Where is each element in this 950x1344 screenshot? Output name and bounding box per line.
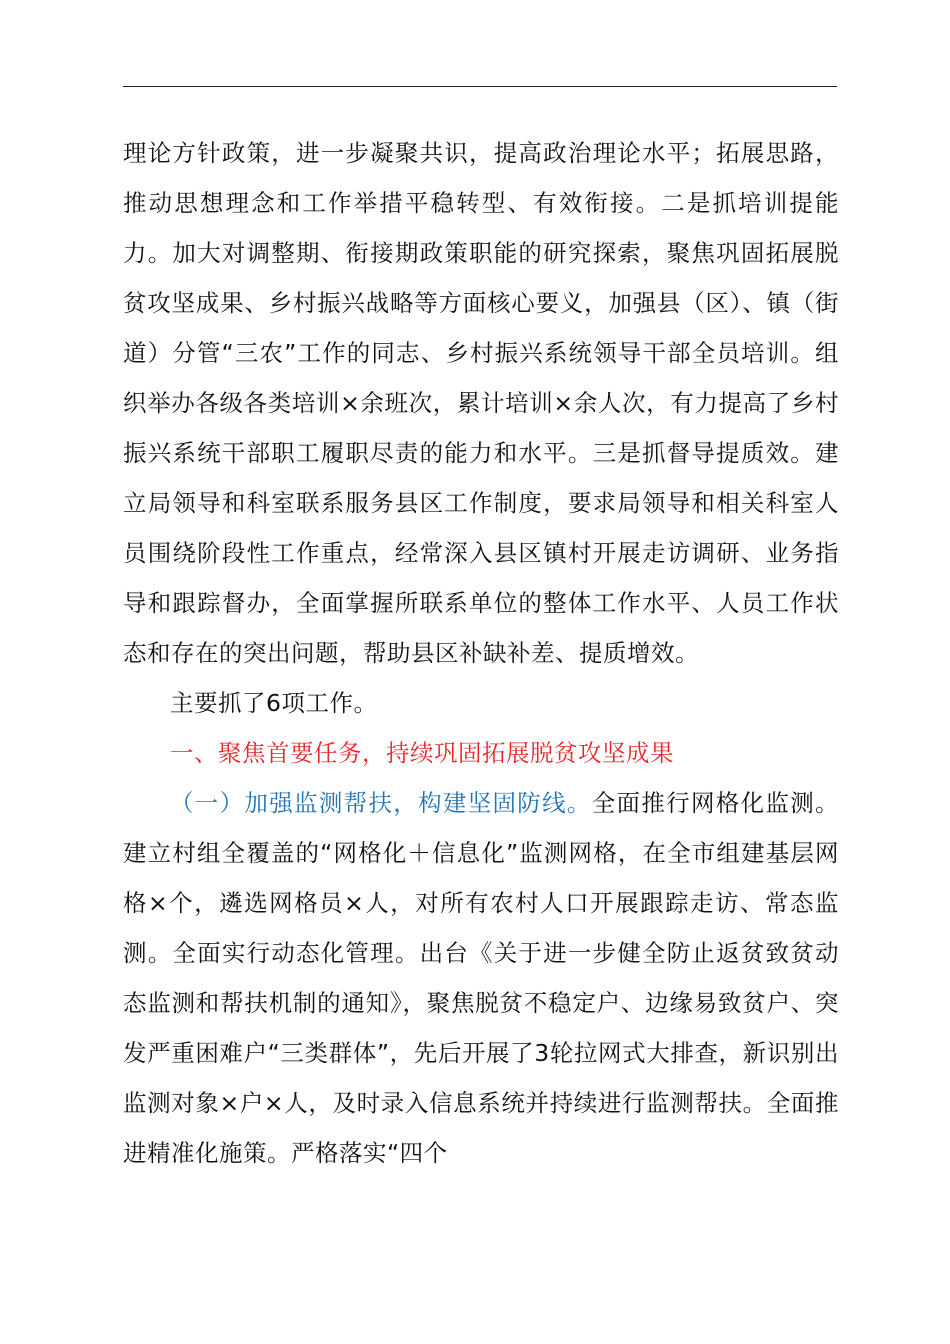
body-paragraph: 主要抓了6项工作。	[170, 689, 378, 717]
subsection-heading: （一）加强监测帮扶，构建坚固防线。	[170, 789, 592, 817]
body-paragraph: 理论方针政策，进一步凝聚共识，提高政治理论水平；拓展思路，推动思想理念和工作举措平稳转型、有效衔接。二是抓培训提能力。加大对调整期、衔接期政策职能的研究探索，聚焦巩固拓展脱贫攻坚成果、乡村振兴战略等方面核心要义，加强县（区）、镇（街道）分管“三农”工作的同志、乡村振兴系统领导干部全员培训。组织举办各级各类培训×余班次，累计培训×余人次，有力提高了乡村振兴系统干部职工履职尽责的能力和水平。三是抓督导提质效。建立局领导和科室联系服务县区工作制度，要求局领导和相关科室人员围绕阶段性工作重点，经常深入县区镇村开展走访调研、业务指导和跟踪督办，全面掌握所联系单位的整体工作水平、人员工作状态和存在的突出问题，帮助县区补缺补差、提质增效。	[123, 139, 839, 667]
section-heading: 一、聚焦首要任务，持续巩固拓展脱贫攻坚成果	[170, 739, 674, 767]
subsection-text: 全面推行网格化监测。建立村组全覆盖的“网格化＋信息化”监测网格，在全市组建基层网格×个，遴选网格员×人，对所有农村人口开展跟踪走访、常态监测。全面实行动态化管理。出台《关于进一步健全防止返贫致贫动态监测和帮扶机制的通知》，聚焦脱贫不稳定户、边缘易致贫户、突发严重困难户“三类群体”，先后开展了3轮拉网式大排查，新识别出监测对象×户×人，及时录入信息系统并持续进行监测帮扶。全面推进精准化施策。严格落实“四个	[123, 789, 840, 1167]
document-body	[123, 128, 839, 1178]
header-rule	[123, 86, 837, 87]
body-paragraph	[123, 778, 839, 1178]
